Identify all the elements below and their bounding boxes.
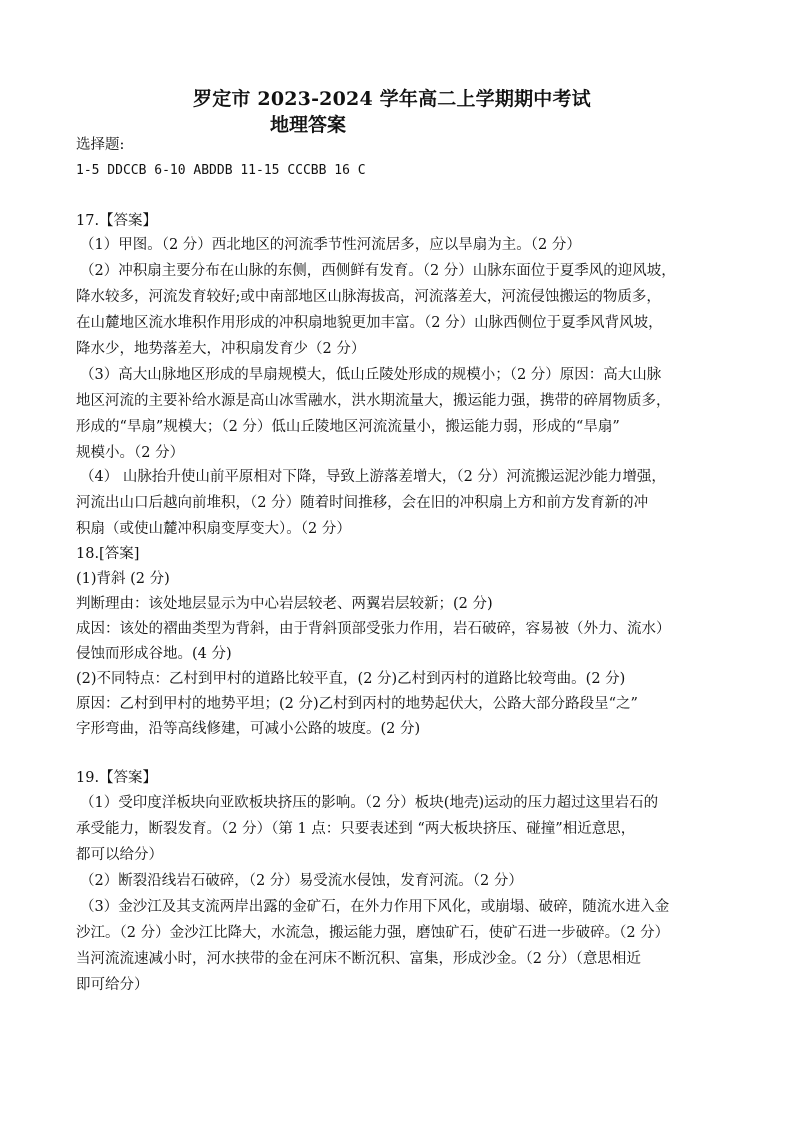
q17-line: 在山麓地区流水堆积作用形成的冲积扇地貌更加丰富。（2 分）山脉西侧位于夏季风背风坡， [76,315,663,331]
q18-line: 原因：乙村到甲村的地势平坦；(2 分)乙村到丙村的地势起伏大，公路大部分路段呈“之” [76,696,638,712]
q17-line: 地区河流的主要补给水源是高山冰雪融水，洪水期流量大，搬运能力强，携带的碎屑物质多， [76,393,671,409]
q19-line: 即可给分） [76,977,149,993]
q17-line: 降水少，地势落差大，冲积扇发育少（2 分） [76,341,366,357]
q19-line: （3）金沙江及其支流两岸出露的金矿石，在外力作用下风化，或崩塌、破碎，随流水进入金 [80,899,670,915]
page-subtitle: 地理答案 [270,114,347,136]
q17-line: 规模小。（2 分） [76,445,185,461]
q17-line: （3）高大山脉地区形成的旱扇规模大，低山丘陵处形成的规模小；（2 分）原因：高大山脉 [80,367,662,383]
q17-line: （4） 山脉抬升使山前平原相对下降，导致上游落差增大，（2 分）河流搬运泥沙能力增强， [80,469,666,485]
q18-line: (1)背斜 (2 分) [76,571,170,587]
q18-line: 成因：该处的褶曲类型为背斜，由于背斜顶部受张力作用，岩石破碎，容易被（外力、流水） [76,621,671,637]
q19-line: （2）断裂沿线岩石破碎，（2 分）易受流水侵蚀，发育河流。（2 分） [80,873,523,889]
q17-line: 积扇（或使山麓冲积扇变厚变大）。（2 分） [76,521,351,537]
q18-line: 判断理由：该处地层显示为中心岩层较老、两翼岩层较新；(2 分) [76,596,493,612]
page-title: 罗定市 2023-2024 学年高二上学期期中考试 [193,88,591,110]
q19-line: 当河流流速减小时，河水挟带的金在河床不断沉积、富集，形成沙金。（2 分）（意思相近 [76,951,641,967]
q19-line: 沙江。（2 分）金沙江比降大，水流急，搬运能力强，磨蚀矿石，使矿石进一步破碎。（2 分） [76,925,670,941]
q17-line: 降水较多，河流发育较好;或中南部地区山脉海拔高，河流落差大，河流侵蚀搬运的物质多， [76,289,661,305]
q19-heading: 19.【答案】 [76,770,158,786]
q17-line: 形成的“旱扇”规模大；（2 分）低山丘陵地区河流流量小，搬运能力弱，形成的“旱扇” [76,419,620,435]
q17-line: （2）冲积扇主要分布在山脉的东侧，西侧鲜有发育。（2 分）山脉东面位于夏季风的迎风坡， [80,263,676,279]
q18-line: (2)不同特点：乙村到甲村的道路比较平直，(2 分)乙村到丙村的道路比较弯曲。(2 分) [76,671,626,687]
q18-line: 字形弯曲，沿等高线修建，可减小公路的坡度。(2 分) [76,721,421,737]
q17-line: （1）甲图。（2 分）西北地区的河流季节性河流居多，应以旱扇为主。（2 分） [80,237,581,253]
q19-line: （1）受印度洋板块向亚欧板块挤压的影响。（2 分）板块(地壳)运动的压力超过这里岩石的 [80,795,659,811]
q18-heading: 18.[答案] [76,546,140,562]
q17-heading: 17.【答案】 [76,213,158,229]
q19-line: 承受能力，断裂发育。（2 分）（第 1 点：只要表述到 “两大板块挤压、碰撞”相近意思， [76,821,636,837]
q18-line: 侵蚀而形成谷地。(4 分) [76,646,232,662]
choice-answers: 1-5 DDCCB 6-10 ABDDB 11-15 CCCBB 16 C [76,163,366,178]
choice-section-label: 选择题: [76,137,125,153]
q17-line: 河流出山口后越向前堆积，（2 分）随着时间推移，会在旧的冲积扇上方和前方发育新的冲 [76,495,649,511]
q19-line: 都可以给分） [76,847,163,863]
